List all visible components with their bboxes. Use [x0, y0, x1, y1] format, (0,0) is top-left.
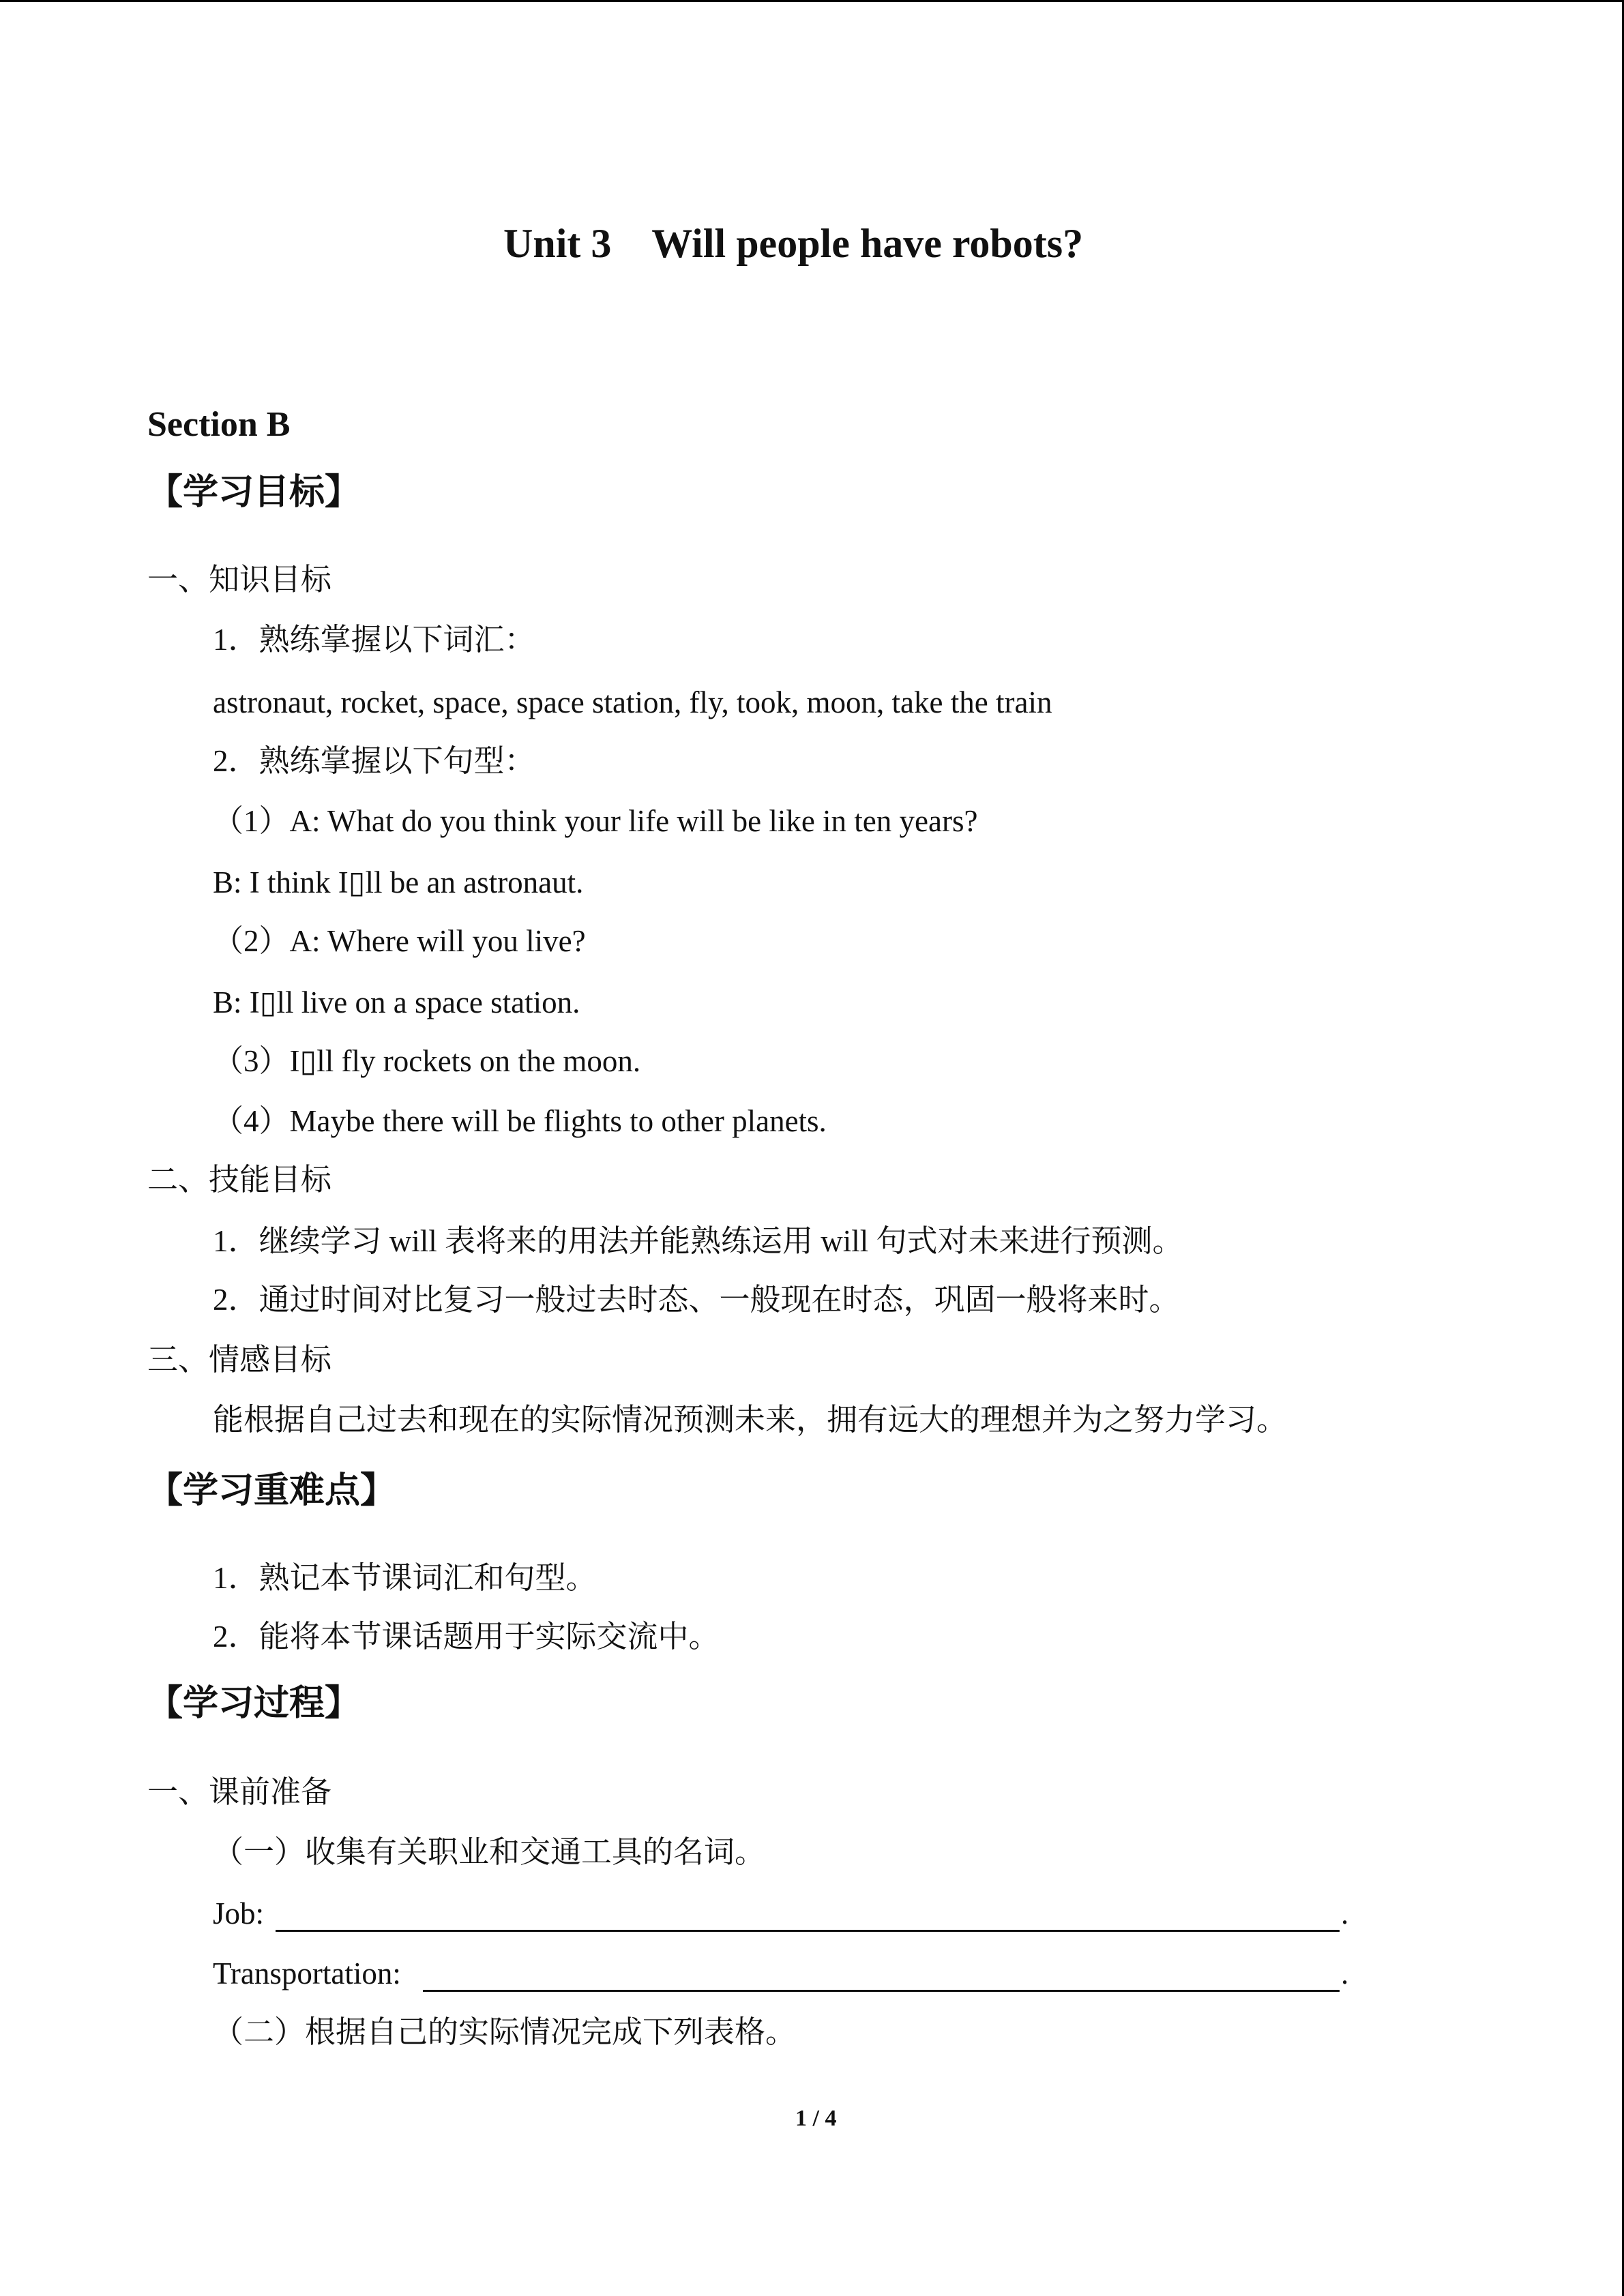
skill-goals-heading: 二、技能目标 — [147, 1163, 332, 1197]
skill-item-1: 1．继续学习 will 表将来的用法并能熟练运用 will 句式对未来进行预测。 — [213, 1224, 1183, 1258]
job-blank-line[interactable] — [276, 1930, 1340, 1932]
document-title: Unit 3 Will people have robots? — [503, 221, 1084, 266]
process-heading: 【学习过程】 — [147, 1683, 361, 1724]
pattern-2b: B: I▯ll live on a space station. — [213, 985, 580, 1019]
key-points-heading: 【学习重难点】 — [147, 1470, 396, 1511]
knowledge-item-2: 2．熟练掌握以下句型： — [213, 744, 535, 778]
pattern-4: （4）Maybe there will be flights to other planets. — [213, 1104, 827, 1138]
page-number: 1 / 4 — [795, 2106, 837, 2131]
knowledge-goals-heading: 一、知识目标 — [147, 563, 332, 597]
job-end-period: . — [1341, 1896, 1349, 1930]
pattern-1b: B: I think I▯ll be an astronaut. — [213, 865, 584, 899]
preparation-heading: 一、课前准备 — [147, 1775, 332, 1809]
key-point-1: 1．熟记本节课词汇和句型。 — [213, 1561, 597, 1595]
job-label: Job: — [213, 1896, 265, 1930]
vocabulary-list: astronaut, rocket, space, space station, fly, took, moon, take the train — [213, 685, 1052, 719]
pattern-3: （3）I▯ll fly rockets on the moon. — [213, 1044, 641, 1078]
key-point-2: 2．能将本节课话题用于实际交流中。 — [213, 1620, 720, 1654]
pattern-2a: （2）A: Where will you live? — [213, 924, 586, 958]
knowledge-item-1: 1．熟练掌握以下词汇： — [213, 623, 535, 657]
section-label: Section B — [147, 405, 291, 444]
step-2: （二）根据自己的实际情况完成下列表格。 — [213, 2015, 797, 2049]
emotion-text: 能根据自己过去和现在的实际情况预测未来，拥有远大的理想并为之努力学习。 — [213, 1403, 1288, 1437]
pattern-1a: （1）A: What do you think your life will be like in ten years? — [213, 804, 978, 838]
transportation-end-period: . — [1341, 1956, 1349, 1991]
page-border-top — [0, 0, 1624, 2]
emotion-goals-heading: 三、情感目标 — [147, 1343, 332, 1377]
transportation-blank-line[interactable] — [423, 1990, 1340, 1992]
objectives-heading: 【学习目标】 — [147, 472, 361, 513]
step-1: （一）收集有关职业和交通工具的名词。 — [213, 1835, 766, 1869]
skill-item-2: 2．通过时间对比复习一般过去时态、一般现在时态，巩固一般将来时。 — [213, 1283, 1180, 1317]
transportation-label: Transportation: — [213, 1956, 401, 1991]
